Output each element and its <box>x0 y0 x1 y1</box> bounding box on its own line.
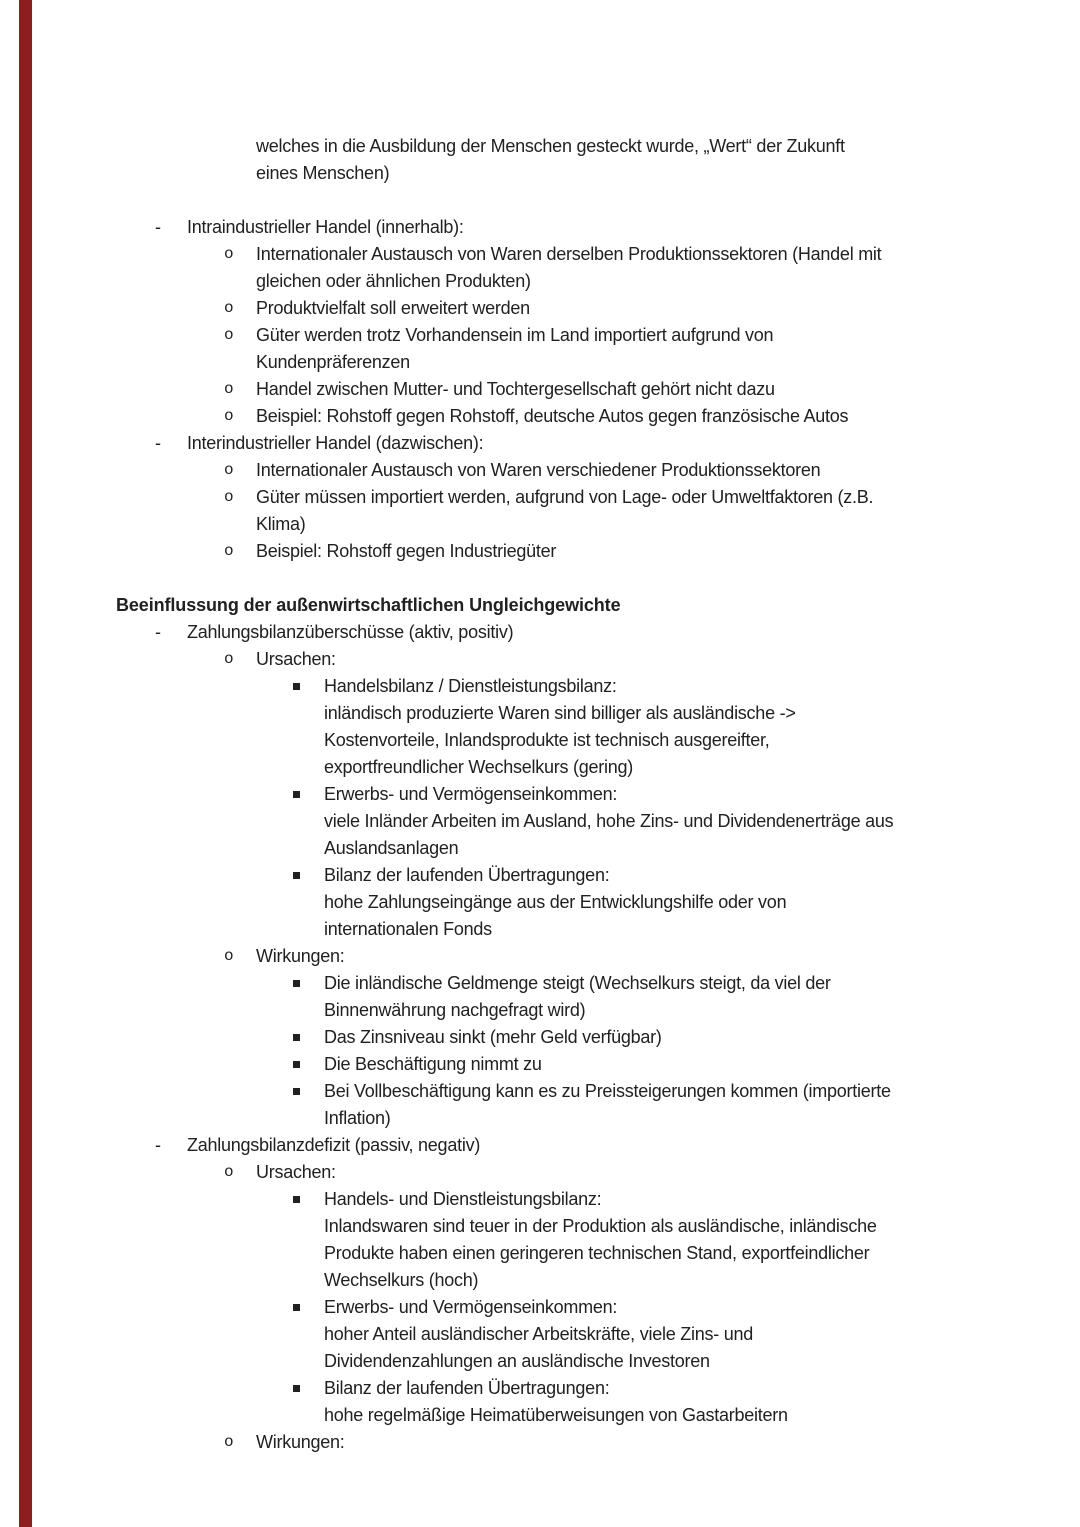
line-text: Erwerbs- und Vermögenseinkommen: <box>324 784 618 804</box>
line-text: Dividendenzahlungen an ausländische Investoren <box>324 1351 710 1371</box>
line-text: Bilanz der laufenden Übertragungen: <box>324 1378 610 1398</box>
line-text: Güter müssen importiert werden, aufgrund von Lage- oder Umweltfaktoren (z.B. <box>256 487 874 507</box>
circle-bullet-icon: o <box>224 650 234 668</box>
line-text: Wechselkurs (hoch) <box>324 1270 479 1290</box>
square-bullet-icon <box>293 1385 300 1392</box>
document-line <box>0 1186 1080 1213</box>
document-line <box>0 916 1080 943</box>
square-bullet-icon <box>293 1088 300 1095</box>
square-bullet-icon <box>293 1196 300 1203</box>
line-text: viele Inländer Arbeiten im Ausland, hohe Zins- und Dividendenerträge aus <box>324 811 894 831</box>
dash-bullet-icon: - <box>155 622 161 642</box>
square-bullet-icon <box>293 980 300 987</box>
circle-bullet-icon: o <box>224 947 234 965</box>
line-text: Zahlungsbilanzüberschüsse (aktiv, positiv) <box>187 622 514 642</box>
line-text: Binnenwährung nachgefragt wird) <box>324 1000 586 1020</box>
line-text: internationalen Fonds <box>324 919 492 939</box>
document-line <box>0 349 1080 376</box>
line-text: hoher Anteil ausländischer Arbeitskräfte, viele Zins- und <box>324 1324 753 1344</box>
circle-bullet-icon: o <box>224 245 234 263</box>
line-text: inländisch produzierte Waren sind billiger als ausländische -> <box>324 703 796 723</box>
dash-bullet-icon: - <box>155 433 161 453</box>
circle-bullet-icon: o <box>224 407 234 425</box>
document-line <box>0 484 1080 511</box>
circle-bullet-icon: o <box>224 461 234 479</box>
line-text: Kundenpräferenzen <box>256 352 410 372</box>
document-line <box>0 1402 1080 1429</box>
line-text: Internationaler Austausch von Waren derselben Produktionssektoren (Handel mit <box>256 244 882 264</box>
document-line <box>0 1429 1080 1456</box>
line-text: eines Menschen) <box>256 163 390 183</box>
document-line <box>0 295 1080 322</box>
square-bullet-icon <box>293 1034 300 1041</box>
line-text: Bei Vollbeschäftigung kann es zu Preissteigerungen kommen (importierte <box>324 1081 891 1101</box>
document-line <box>0 808 1080 835</box>
square-bullet-icon <box>293 872 300 879</box>
line-text: hohe Zahlungseingänge aus der Entwicklungshilfe oder von <box>324 892 787 912</box>
document-line <box>0 403 1080 430</box>
document-line <box>0 781 1080 808</box>
circle-bullet-icon: o <box>224 488 234 506</box>
line-text: Ursachen: <box>256 649 336 669</box>
document-line <box>0 673 1080 700</box>
document-line <box>0 1078 1080 1105</box>
line-text: Intraindustrieller Handel (innerhalb): <box>187 217 464 237</box>
document-line <box>0 187 1080 214</box>
document-line <box>0 1105 1080 1132</box>
line-text: Güter werden trotz Vorhandensein im Land importiert aufgrund von <box>256 325 774 345</box>
circle-bullet-icon: o <box>224 380 234 398</box>
line-text: Inlandswaren sind teuer in der Produktion als ausländische, inländische <box>324 1216 877 1236</box>
circle-bullet-icon: o <box>224 542 234 560</box>
line-text: Produktvielfalt soll erweitert werden <box>256 298 530 318</box>
document-line <box>0 997 1080 1024</box>
line-text: Das Zinsniveau sinkt (mehr Geld verfügbar) <box>324 1027 662 1047</box>
line-text: Bilanz der laufenden Übertragungen: <box>324 865 610 885</box>
document-line <box>0 862 1080 889</box>
document-line <box>0 133 1080 160</box>
dash-bullet-icon: - <box>155 217 161 237</box>
document-line <box>0 268 1080 295</box>
circle-bullet-icon: o <box>224 299 234 317</box>
document-line <box>0 1267 1080 1294</box>
document-line <box>0 160 1080 187</box>
document-line <box>0 376 1080 403</box>
line-text: Beispiel: Rohstoff gegen Rohstoff, deutsche Autos gegen französische Autos <box>256 406 849 426</box>
document-line <box>0 457 1080 484</box>
line-text: Interindustrieller Handel (dazwischen): <box>187 433 484 453</box>
line-text: Wirkungen: <box>256 946 345 966</box>
square-bullet-icon <box>293 683 300 690</box>
document-line <box>0 1159 1080 1186</box>
document-line <box>0 1051 1080 1078</box>
document-line <box>0 646 1080 673</box>
document-line <box>0 1024 1080 1051</box>
line-text: Wirkungen: <box>256 1432 345 1452</box>
document-line <box>0 1321 1080 1348</box>
line-text: Zahlungsbilanzdefizit (passiv, negativ) <box>187 1135 481 1155</box>
line-text: Produkte haben einen geringeren technischen Stand, exportfeindlicher <box>324 1243 870 1263</box>
line-text: Handelsbilanz / Dienstleistungsbilanz: <box>324 676 617 696</box>
document-line <box>0 700 1080 727</box>
document-line <box>0 619 1080 646</box>
document-line <box>0 565 1080 592</box>
document-line <box>0 511 1080 538</box>
line-text: Handel zwischen Mutter- und Tochtergesellschaft gehört nicht dazu <box>256 379 775 399</box>
document-line <box>0 1294 1080 1321</box>
document-line <box>0 241 1080 268</box>
document-line <box>0 322 1080 349</box>
circle-bullet-icon: o <box>224 1433 234 1451</box>
circle-bullet-icon: o <box>224 326 234 344</box>
line-text: Ursachen: <box>256 1162 336 1182</box>
document-line <box>0 1375 1080 1402</box>
square-bullet-icon <box>293 1304 300 1311</box>
line-text: Beispiel: Rohstoff gegen Industriegüter <box>256 541 557 561</box>
line-text: Die inländische Geldmenge steigt (Wechselkurs steigt, da viel der <box>324 973 831 993</box>
circle-bullet-icon: o <box>224 1163 234 1181</box>
line-text: hohe regelmäßige Heimatüberweisungen von Gastarbeitern <box>324 1405 788 1425</box>
document-line <box>0 1348 1080 1375</box>
document-line <box>0 754 1080 781</box>
document-line <box>0 943 1080 970</box>
document-line <box>0 1132 1080 1159</box>
document-line <box>0 727 1080 754</box>
dash-bullet-icon: - <box>155 1135 161 1155</box>
document-line <box>0 214 1080 241</box>
square-bullet-icon <box>293 1061 300 1068</box>
line-text: Erwerbs- und Vermögenseinkommen: <box>324 1297 618 1317</box>
document-line <box>0 430 1080 457</box>
section-heading <box>0 592 1080 619</box>
line-text: Auslandsanlagen <box>324 838 459 858</box>
line-text: exportfreundlicher Wechselkurs (gering) <box>324 757 634 777</box>
line-text: Die Beschäftigung nimmt zu <box>324 1054 542 1074</box>
line-text: Beeinflussung der außenwirtschaftlichen Ungleichgewichte <box>116 595 621 615</box>
document-line <box>0 1213 1080 1240</box>
document-line <box>0 835 1080 862</box>
line-text: Kostenvorteile, Inlandsprodukte ist technisch ausgereifter, <box>324 730 770 750</box>
document-line <box>0 889 1080 916</box>
line-text: Internationaler Austausch von Waren verschiedener Produktionssektoren <box>256 460 821 480</box>
line-text: Inflation) <box>324 1108 391 1128</box>
line-text: Handels- und Dienstleistungsbilanz: <box>324 1189 602 1209</box>
document-line <box>0 970 1080 997</box>
line-text: welches in die Ausbildung der Menschen gesteckt wurde, „Wert“ der Zukunft <box>256 136 845 156</box>
square-bullet-icon <box>293 791 300 798</box>
document-line <box>0 538 1080 565</box>
line-text: Klima) <box>256 514 306 534</box>
line-text: gleichen oder ähnlichen Produkten) <box>256 271 531 291</box>
document-line <box>0 1240 1080 1267</box>
